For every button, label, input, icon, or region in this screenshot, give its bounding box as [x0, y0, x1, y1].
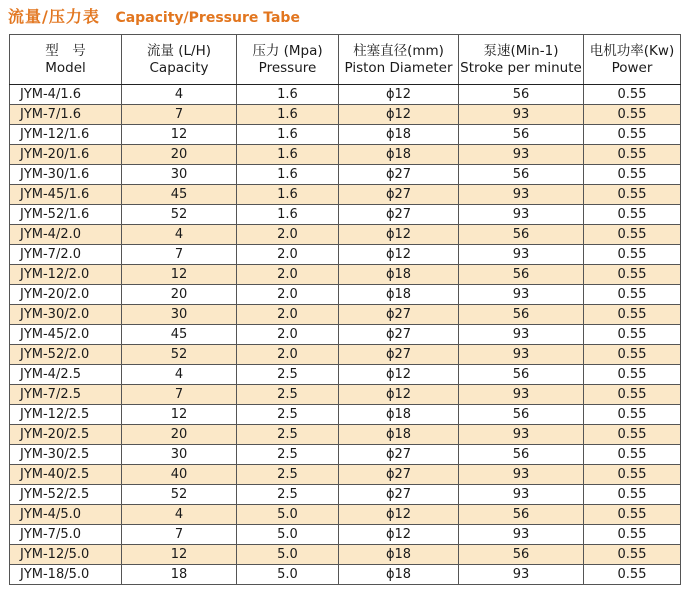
cell-capacity: 4	[122, 85, 237, 105]
cell-power: 0.55	[584, 345, 681, 365]
cell-capacity: 7	[122, 245, 237, 265]
cell-pressure: 2.5	[237, 425, 339, 445]
cell-piston-diameter: ϕ18	[339, 565, 459, 585]
cell-pressure: 1.6	[237, 125, 339, 145]
cell-model: JYM-52/2.0	[10, 345, 122, 365]
cell-stroke-per-minute: 56	[459, 85, 584, 105]
cell-piston-diameter: ϕ12	[339, 385, 459, 405]
cell-stroke-per-minute: 56	[459, 365, 584, 385]
cell-capacity: 12	[122, 265, 237, 285]
table-row	[10, 185, 681, 205]
table-row	[10, 105, 681, 125]
cell-stroke-per-minute: 93	[459, 345, 584, 365]
cell-piston-diameter: ϕ27	[339, 465, 459, 485]
column-header-en: Capacity	[149, 59, 209, 76]
table-row	[10, 85, 681, 105]
cell-power: 0.55	[584, 145, 681, 165]
cell-piston-diameter: ϕ27	[339, 205, 459, 225]
cell-model: JYM-20/2.0	[10, 285, 122, 305]
table-row	[10, 365, 681, 385]
cell-piston-diameter: ϕ12	[339, 505, 459, 525]
column-header-en: Model	[45, 59, 86, 76]
cell-power: 0.55	[584, 465, 681, 485]
cell-piston-diameter: ϕ12	[339, 85, 459, 105]
page-title	[8, 6, 300, 28]
cell-pressure: 2.0	[237, 245, 339, 265]
cell-pressure: 2.5	[237, 465, 339, 485]
cell-capacity: 52	[122, 345, 237, 365]
cell-model: JYM-45/1.6	[10, 185, 122, 205]
table-header-row	[10, 35, 681, 85]
cell-stroke-per-minute: 93	[459, 525, 584, 545]
cell-stroke-per-minute: 93	[459, 105, 584, 125]
capacity-pressure-table	[9, 34, 681, 585]
cell-stroke-per-minute: 56	[459, 165, 584, 185]
table-row	[10, 525, 681, 545]
cell-pressure: 5.0	[237, 545, 339, 565]
table-row	[10, 225, 681, 245]
cell-stroke-per-minute: 93	[459, 325, 584, 345]
cell-model: JYM-12/5.0	[10, 545, 122, 565]
cell-capacity: 45	[122, 325, 237, 345]
cell-stroke-per-minute: 93	[459, 185, 584, 205]
column-header-cn: 电机功率(Kw)	[589, 42, 675, 59]
cell-piston-diameter: ϕ27	[339, 185, 459, 205]
table-row	[10, 205, 681, 225]
cell-power: 0.55	[584, 505, 681, 525]
cell-capacity: 20	[122, 145, 237, 165]
cell-capacity: 4	[122, 225, 237, 245]
cell-piston-diameter: ϕ27	[339, 485, 459, 505]
cell-power: 0.55	[584, 285, 681, 305]
cell-model: JYM-7/2.5	[10, 385, 122, 405]
cell-model: JYM-7/5.0	[10, 525, 122, 545]
cell-stroke-per-minute: 56	[459, 405, 584, 425]
cell-power: 0.55	[584, 305, 681, 325]
cell-model: JYM-20/1.6	[10, 145, 122, 165]
cell-model: JYM-7/2.0	[10, 245, 122, 265]
cell-stroke-per-minute: 93	[459, 425, 584, 445]
cell-power: 0.55	[584, 205, 681, 225]
cell-power: 0.55	[584, 385, 681, 405]
cell-model: JYM-12/1.6	[10, 125, 122, 145]
column-header-cn: 型 号	[45, 42, 86, 59]
table-body	[10, 85, 681, 585]
table-row	[10, 485, 681, 505]
table-row	[10, 245, 681, 265]
cell-power: 0.55	[584, 125, 681, 145]
cell-piston-diameter: ϕ27	[339, 325, 459, 345]
cell-capacity: 12	[122, 125, 237, 145]
cell-pressure: 1.6	[237, 205, 339, 225]
cell-pressure: 1.6	[237, 105, 339, 125]
cell-piston-diameter: ϕ27	[339, 165, 459, 185]
cell-model: JYM-12/2.0	[10, 265, 122, 285]
table-row	[10, 325, 681, 345]
table-row	[10, 345, 681, 365]
table-row	[10, 545, 681, 565]
cell-model: JYM-40/2.5	[10, 465, 122, 485]
table-row	[10, 125, 681, 145]
cell-capacity: 7	[122, 525, 237, 545]
table-row	[10, 445, 681, 465]
column-header-cn: 流量 (L/H)	[146, 42, 212, 59]
cell-model: JYM-45/2.0	[10, 325, 122, 345]
column-header-piston-diameter	[339, 35, 459, 85]
cell-piston-diameter: ϕ18	[339, 265, 459, 285]
column-header-cn: 压力 (Mpa)	[252, 42, 323, 59]
table-row	[10, 145, 681, 165]
cell-model: JYM-52/1.6	[10, 205, 122, 225]
cell-pressure: 2.0	[237, 225, 339, 245]
table-row	[10, 425, 681, 445]
cell-stroke-per-minute: 93	[459, 205, 584, 225]
cell-capacity: 4	[122, 505, 237, 525]
cell-model: JYM-4/2.5	[10, 365, 122, 385]
cell-power: 0.55	[584, 225, 681, 245]
cell-power: 0.55	[584, 245, 681, 265]
cell-model: JYM-7/1.6	[10, 105, 122, 125]
cell-pressure: 2.5	[237, 385, 339, 405]
cell-power: 0.55	[584, 565, 681, 585]
cell-capacity: 4	[122, 365, 237, 385]
table-row	[10, 305, 681, 325]
cell-piston-diameter: ϕ12	[339, 525, 459, 545]
cell-pressure: 1.6	[237, 165, 339, 185]
cell-pressure: 1.6	[237, 145, 339, 165]
table-row	[10, 565, 681, 585]
cell-piston-diameter: ϕ18	[339, 545, 459, 565]
cell-power: 0.55	[584, 165, 681, 185]
cell-capacity: 30	[122, 445, 237, 465]
cell-stroke-per-minute: 93	[459, 465, 584, 485]
cell-power: 0.55	[584, 545, 681, 565]
cell-pressure: 2.5	[237, 445, 339, 465]
cell-piston-diameter: ϕ27	[339, 445, 459, 465]
cell-power: 0.55	[584, 405, 681, 425]
cell-pressure: 2.5	[237, 485, 339, 505]
cell-stroke-per-minute: 93	[459, 565, 584, 585]
table-row	[10, 505, 681, 525]
cell-capacity: 7	[122, 105, 237, 125]
cell-capacity: 18	[122, 565, 237, 585]
cell-model: JYM-18/5.0	[10, 565, 122, 585]
cell-piston-diameter: ϕ18	[339, 125, 459, 145]
cell-capacity: 20	[122, 285, 237, 305]
cell-piston-diameter: ϕ12	[339, 225, 459, 245]
cell-stroke-per-minute: 56	[459, 445, 584, 465]
column-header-cn: 柱塞直径(mm)	[353, 42, 444, 59]
page-title-en: Capacity/Pressure Tabe	[115, 10, 300, 26]
cell-stroke-per-minute: 56	[459, 125, 584, 145]
cell-capacity: 12	[122, 405, 237, 425]
cell-model: JYM-30/2.0	[10, 305, 122, 325]
cell-pressure: 2.0	[237, 305, 339, 325]
table-row	[10, 385, 681, 405]
cell-stroke-per-minute: 93	[459, 245, 584, 265]
cell-model: JYM-4/5.0	[10, 505, 122, 525]
column-header-en: Stroke per minute	[460, 59, 582, 76]
cell-pressure: 2.0	[237, 325, 339, 345]
cell-stroke-per-minute: 56	[459, 545, 584, 565]
table-row	[10, 285, 681, 305]
column-header-pressure	[237, 35, 339, 85]
table-row	[10, 465, 681, 485]
column-header-en: Piston Diameter	[344, 59, 453, 76]
column-header-capacity	[122, 35, 237, 85]
cell-pressure: 1.6	[237, 185, 339, 205]
cell-stroke-per-minute: 93	[459, 485, 584, 505]
cell-stroke-per-minute: 56	[459, 305, 584, 325]
table-row	[10, 265, 681, 285]
cell-stroke-per-minute: 93	[459, 285, 584, 305]
column-header-en: Pressure	[258, 59, 317, 76]
cell-piston-diameter: ϕ18	[339, 425, 459, 445]
cell-pressure: 2.5	[237, 365, 339, 385]
cell-pressure: 5.0	[237, 565, 339, 585]
cell-capacity: 45	[122, 185, 237, 205]
cell-model: JYM-30/2.5	[10, 445, 122, 465]
cell-capacity: 40	[122, 465, 237, 485]
cell-capacity: 30	[122, 305, 237, 325]
cell-power: 0.55	[584, 85, 681, 105]
cell-piston-diameter: ϕ27	[339, 345, 459, 365]
cell-piston-diameter: ϕ12	[339, 365, 459, 385]
cell-capacity: 7	[122, 385, 237, 405]
cell-piston-diameter: ϕ12	[339, 105, 459, 125]
cell-piston-diameter: ϕ18	[339, 285, 459, 305]
cell-stroke-per-minute: 93	[459, 145, 584, 165]
cell-power: 0.55	[584, 325, 681, 345]
cell-model: JYM-52/2.5	[10, 485, 122, 505]
cell-piston-diameter: ϕ12	[339, 245, 459, 265]
cell-stroke-per-minute: 93	[459, 385, 584, 405]
cell-piston-diameter: ϕ18	[339, 405, 459, 425]
cell-power: 0.55	[584, 185, 681, 205]
cell-capacity: 52	[122, 205, 237, 225]
cell-model: JYM-4/1.6	[10, 85, 122, 105]
cell-stroke-per-minute: 56	[459, 505, 584, 525]
cell-power: 0.55	[584, 265, 681, 285]
cell-pressure: 2.0	[237, 285, 339, 305]
cell-pressure: 2.0	[237, 345, 339, 365]
column-header-stroke-per-minute	[459, 35, 584, 85]
cell-capacity: 20	[122, 425, 237, 445]
cell-capacity: 30	[122, 165, 237, 185]
column-header-model	[10, 35, 122, 85]
cell-piston-diameter: ϕ18	[339, 145, 459, 165]
cell-power: 0.55	[584, 445, 681, 465]
cell-model: JYM-4/2.0	[10, 225, 122, 245]
cell-pressure: 5.0	[237, 525, 339, 545]
table-row	[10, 405, 681, 425]
cell-pressure: 2.0	[237, 265, 339, 285]
cell-model: JYM-20/2.5	[10, 425, 122, 445]
cell-model: JYM-30/1.6	[10, 165, 122, 185]
cell-stroke-per-minute: 56	[459, 225, 584, 245]
cell-model: JYM-12/2.5	[10, 405, 122, 425]
cell-power: 0.55	[584, 105, 681, 125]
cell-power: 0.55	[584, 425, 681, 445]
page-title-cn: 流量/压力表	[8, 7, 100, 26]
cell-pressure: 5.0	[237, 505, 339, 525]
table-row	[10, 165, 681, 185]
cell-pressure: 1.6	[237, 85, 339, 105]
column-header-cn: 泵速(Min-1)	[483, 42, 559, 59]
cell-piston-diameter: ϕ27	[339, 305, 459, 325]
cell-power: 0.55	[584, 525, 681, 545]
cell-stroke-per-minute: 56	[459, 265, 584, 285]
cell-power: 0.55	[584, 485, 681, 505]
cell-capacity: 12	[122, 545, 237, 565]
cell-capacity: 52	[122, 485, 237, 505]
cell-power: 0.55	[584, 365, 681, 385]
cell-pressure: 2.5	[237, 405, 339, 425]
column-header-en: Power	[611, 59, 653, 76]
column-header-power	[584, 35, 681, 85]
